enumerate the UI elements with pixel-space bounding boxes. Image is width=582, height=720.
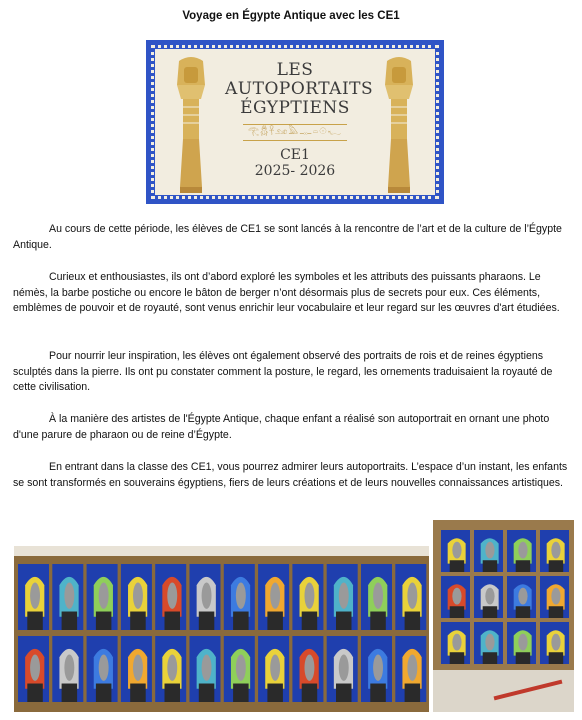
divider bbox=[243, 140, 347, 141]
student-portrait bbox=[507, 530, 536, 572]
artwork-grid bbox=[14, 546, 429, 712]
student-portrait bbox=[474, 622, 503, 664]
hieroglyph-band: 𓂀𓆣𓋹𓃭𓅓𓊃𓏏𓇳𓆑 bbox=[247, 127, 343, 137]
paragraph-symbols: Curieux et enthousiastes, ils ont d’abord exploré les symboles et les attributs des puissants pharaons. Le némès, la barbe postiche ou encore le bâton de berger n’ont désormais plus de secrets pour eux. Ces éléments, emblèmes de pouvoir et de royauté, sont venus enrichir leur vocabulaire et leur regard sur les œuvres d'art étudiées. bbox=[13, 271, 560, 314]
student-portrait bbox=[441, 576, 470, 618]
paragraph-inspiration: Pour nourrir leur inspiration, les élèves ont également observé des portraits de rois et de reines égyptiens sculptés dans la pierre. Ils ont pu constater comment la posture, le regard, les ornements traduisaient la royauté de cette civilisation. bbox=[13, 350, 553, 393]
poster-panel bbox=[155, 49, 435, 195]
artwork-wall bbox=[433, 520, 574, 712]
student-portrait bbox=[18, 636, 49, 702]
classroom-photo-side bbox=[433, 520, 574, 712]
student-portrait bbox=[507, 622, 536, 664]
poster-text bbox=[225, 49, 374, 195]
student-portrait bbox=[87, 636, 118, 702]
student-portrait bbox=[258, 564, 289, 630]
divider bbox=[243, 124, 347, 125]
poster-class: CE1 bbox=[280, 147, 310, 163]
student-portrait bbox=[507, 576, 536, 618]
student-portrait bbox=[441, 530, 470, 572]
paragraph-artwork: À la manière des artistes de l'Égypte Antique, chaque enfant a réalisé son autoportrait en ornant une photo d'une parure de pharaon ou de reine d’Égypte. bbox=[13, 413, 550, 441]
poster-years: 2025- 2026 bbox=[254, 163, 336, 179]
student-portrait bbox=[292, 636, 323, 702]
student-portrait bbox=[395, 564, 426, 630]
student-portrait bbox=[292, 564, 323, 630]
student-portrait bbox=[361, 564, 392, 630]
poster-image bbox=[146, 40, 444, 204]
student-portrait bbox=[395, 636, 426, 702]
student-portrait bbox=[18, 564, 49, 630]
student-portrait bbox=[190, 564, 221, 630]
student-portrait bbox=[327, 636, 358, 702]
poster-title-line3: ÉGYPTIENS bbox=[240, 98, 350, 118]
poster-title-line2: AUTOPORTAITS bbox=[225, 79, 374, 99]
student-portrait bbox=[258, 636, 289, 702]
pharaoh-figure-icon bbox=[379, 55, 419, 195]
document-title: Voyage en Égypte Antique avec les CE1 bbox=[182, 10, 400, 22]
student-portrait bbox=[474, 530, 503, 572]
student-portrait bbox=[540, 622, 569, 664]
student-portrait bbox=[224, 636, 255, 702]
student-portrait bbox=[87, 564, 118, 630]
student-portrait bbox=[52, 636, 83, 702]
paragraph-intro: Au cours de cette période, les élèves de CE1 se sont lancés à la rencontre de l’art et de la culture de l’Égypte Antique. bbox=[13, 223, 562, 251]
student-portrait bbox=[121, 636, 152, 702]
student-portrait bbox=[441, 622, 470, 664]
classroom-photo-wide bbox=[14, 546, 429, 712]
student-portrait bbox=[155, 636, 186, 702]
student-portrait bbox=[190, 636, 221, 702]
paragraph-classroom: En entrant dans la classe des CE1, vous pourrez admirer leurs autoportraits. L’espace d’un instant, les enfants se sont transformés en souverains égyptiens, fiers de leurs créations et de leurs nouvelles connaissances artistiques. bbox=[13, 461, 568, 489]
student-portrait bbox=[540, 576, 569, 618]
student-portrait bbox=[327, 564, 358, 630]
student-portrait bbox=[121, 564, 152, 630]
poster-title-line1: LES bbox=[276, 60, 314, 80]
student-portrait bbox=[474, 576, 503, 618]
student-portrait bbox=[224, 564, 255, 630]
student-portrait bbox=[540, 530, 569, 572]
student-portrait bbox=[52, 564, 83, 630]
student-portrait bbox=[155, 564, 186, 630]
pharaoh-figure-icon bbox=[171, 55, 211, 195]
student-portrait bbox=[361, 636, 392, 702]
